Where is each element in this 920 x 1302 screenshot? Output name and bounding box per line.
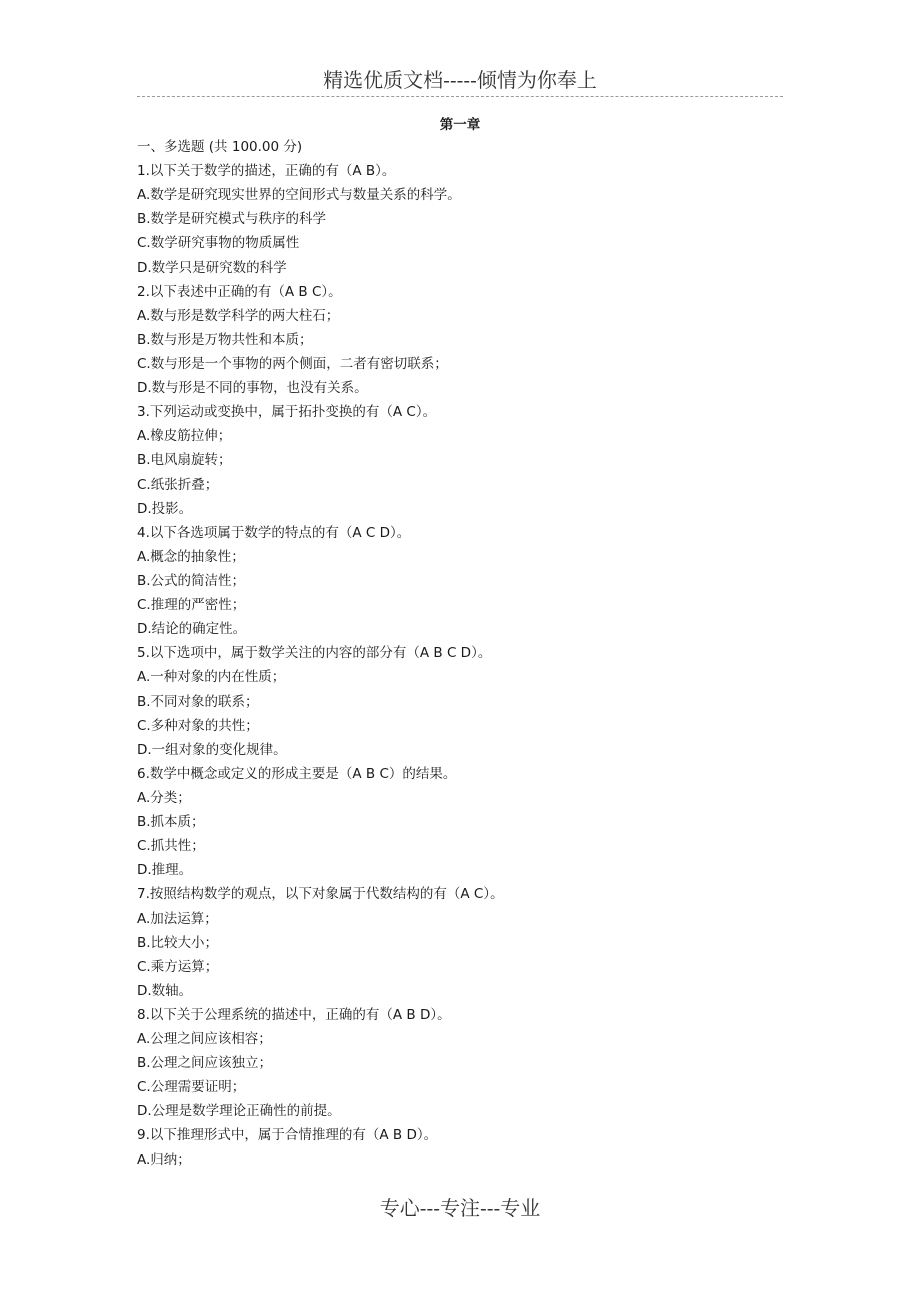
- question-option: A.一种对象的内在性质；: [137, 669, 286, 686]
- question-option: D.数轴。: [137, 982, 193, 999]
- question-stem: 5.以下选项中，属于数学关注的内容的部分有（A B C D）。: [137, 645, 492, 662]
- document-body: [137, 135, 783, 1172]
- question-stem: 6.数学中概念或定义的形成主要是（A B C）的结果。: [137, 765, 457, 782]
- question-option: D.数与形是不同的事物，也没有关系。: [137, 380, 368, 397]
- page-header: 精选优质文档-----倾情为你奉上: [137, 64, 783, 97]
- question-option: A.数与形是数学科学的两大柱石；: [137, 307, 340, 324]
- question-stem: 2.以下表述中正确的有（A B C）。: [137, 283, 342, 300]
- question-stem: 1.以下关于数学的描述，正确的有（A B）。: [137, 163, 396, 180]
- question-option: A.加法运算；: [137, 910, 218, 927]
- question-option: D.推理。: [137, 862, 193, 879]
- question-option: A.归纳；: [137, 1151, 191, 1168]
- question-option: D.投影。: [137, 500, 193, 517]
- question-stem: 9.以下推理形式中，属于合情推理的有（A B D）。: [137, 1127, 438, 1144]
- question-stem: 4.以下各选项属于数学的特点的有（A C D）。: [137, 524, 411, 541]
- question-option: B.数学是研究模式与秩序的科学: [137, 211, 327, 228]
- question-option: B.电风扇旋转；: [137, 452, 232, 469]
- chapter-title: 第一章: [439, 117, 481, 133]
- question-option: A.橡皮筋拉伸；: [137, 428, 232, 445]
- question-stem: 7.按照结构数学的观点，以下对象属于代数结构的有（A C）。: [137, 886, 504, 903]
- question-option: B.公式的简洁性；: [137, 572, 246, 589]
- question-option: A.数学是研究现实世界的空间形式与数量关系的科学。: [137, 187, 461, 204]
- question-option: D.公理是数学理论正确性的前提。: [137, 1103, 341, 1120]
- question-stem: 8.以下关于公理系统的描述中，正确的有（A B D）。: [137, 1006, 451, 1023]
- question-option: B.数与形是万物共性和本质；: [137, 331, 313, 348]
- question-option: D.数学只是研究数的科学: [137, 259, 287, 276]
- question-option: B.不同对象的联系；: [137, 693, 259, 710]
- question-option: C.纸张折叠；: [137, 476, 219, 493]
- question-option: C.数学研究事物的物质属性: [137, 235, 300, 252]
- question-option: A.分类；: [137, 789, 191, 806]
- page-footer: 专心---专注---专业: [379, 1196, 541, 1220]
- question-option: B.比较大小；: [137, 934, 219, 951]
- question-option: B.公理之间应该独立；: [137, 1055, 273, 1072]
- question-option: D.一组对象的变化规律。: [137, 741, 287, 758]
- question-option: C.公理需要证明；: [137, 1079, 246, 1096]
- question-option: A.公理之间应该相容；: [137, 1031, 272, 1048]
- question-option: B.抓本质；: [137, 814, 205, 831]
- question-option: C.数与形是一个事物的两个侧面，二者有密切联系；: [137, 355, 448, 372]
- question-option: A.概念的抽象性；: [137, 548, 245, 565]
- question-option: D.结论的确定性。: [137, 621, 247, 638]
- question-option: C.抓共性；: [137, 838, 205, 855]
- section-heading: 一、多选题 (共 100.00 分): [137, 139, 303, 155]
- question-option: C.多种对象的共性；: [137, 717, 259, 734]
- question-option: C.乘方运算；: [137, 958, 219, 975]
- question-option: C.推理的严密性；: [137, 597, 246, 614]
- question-stem: 3.下列运动或变换中，属于拓扑变换的有（A C）。: [137, 404, 437, 421]
